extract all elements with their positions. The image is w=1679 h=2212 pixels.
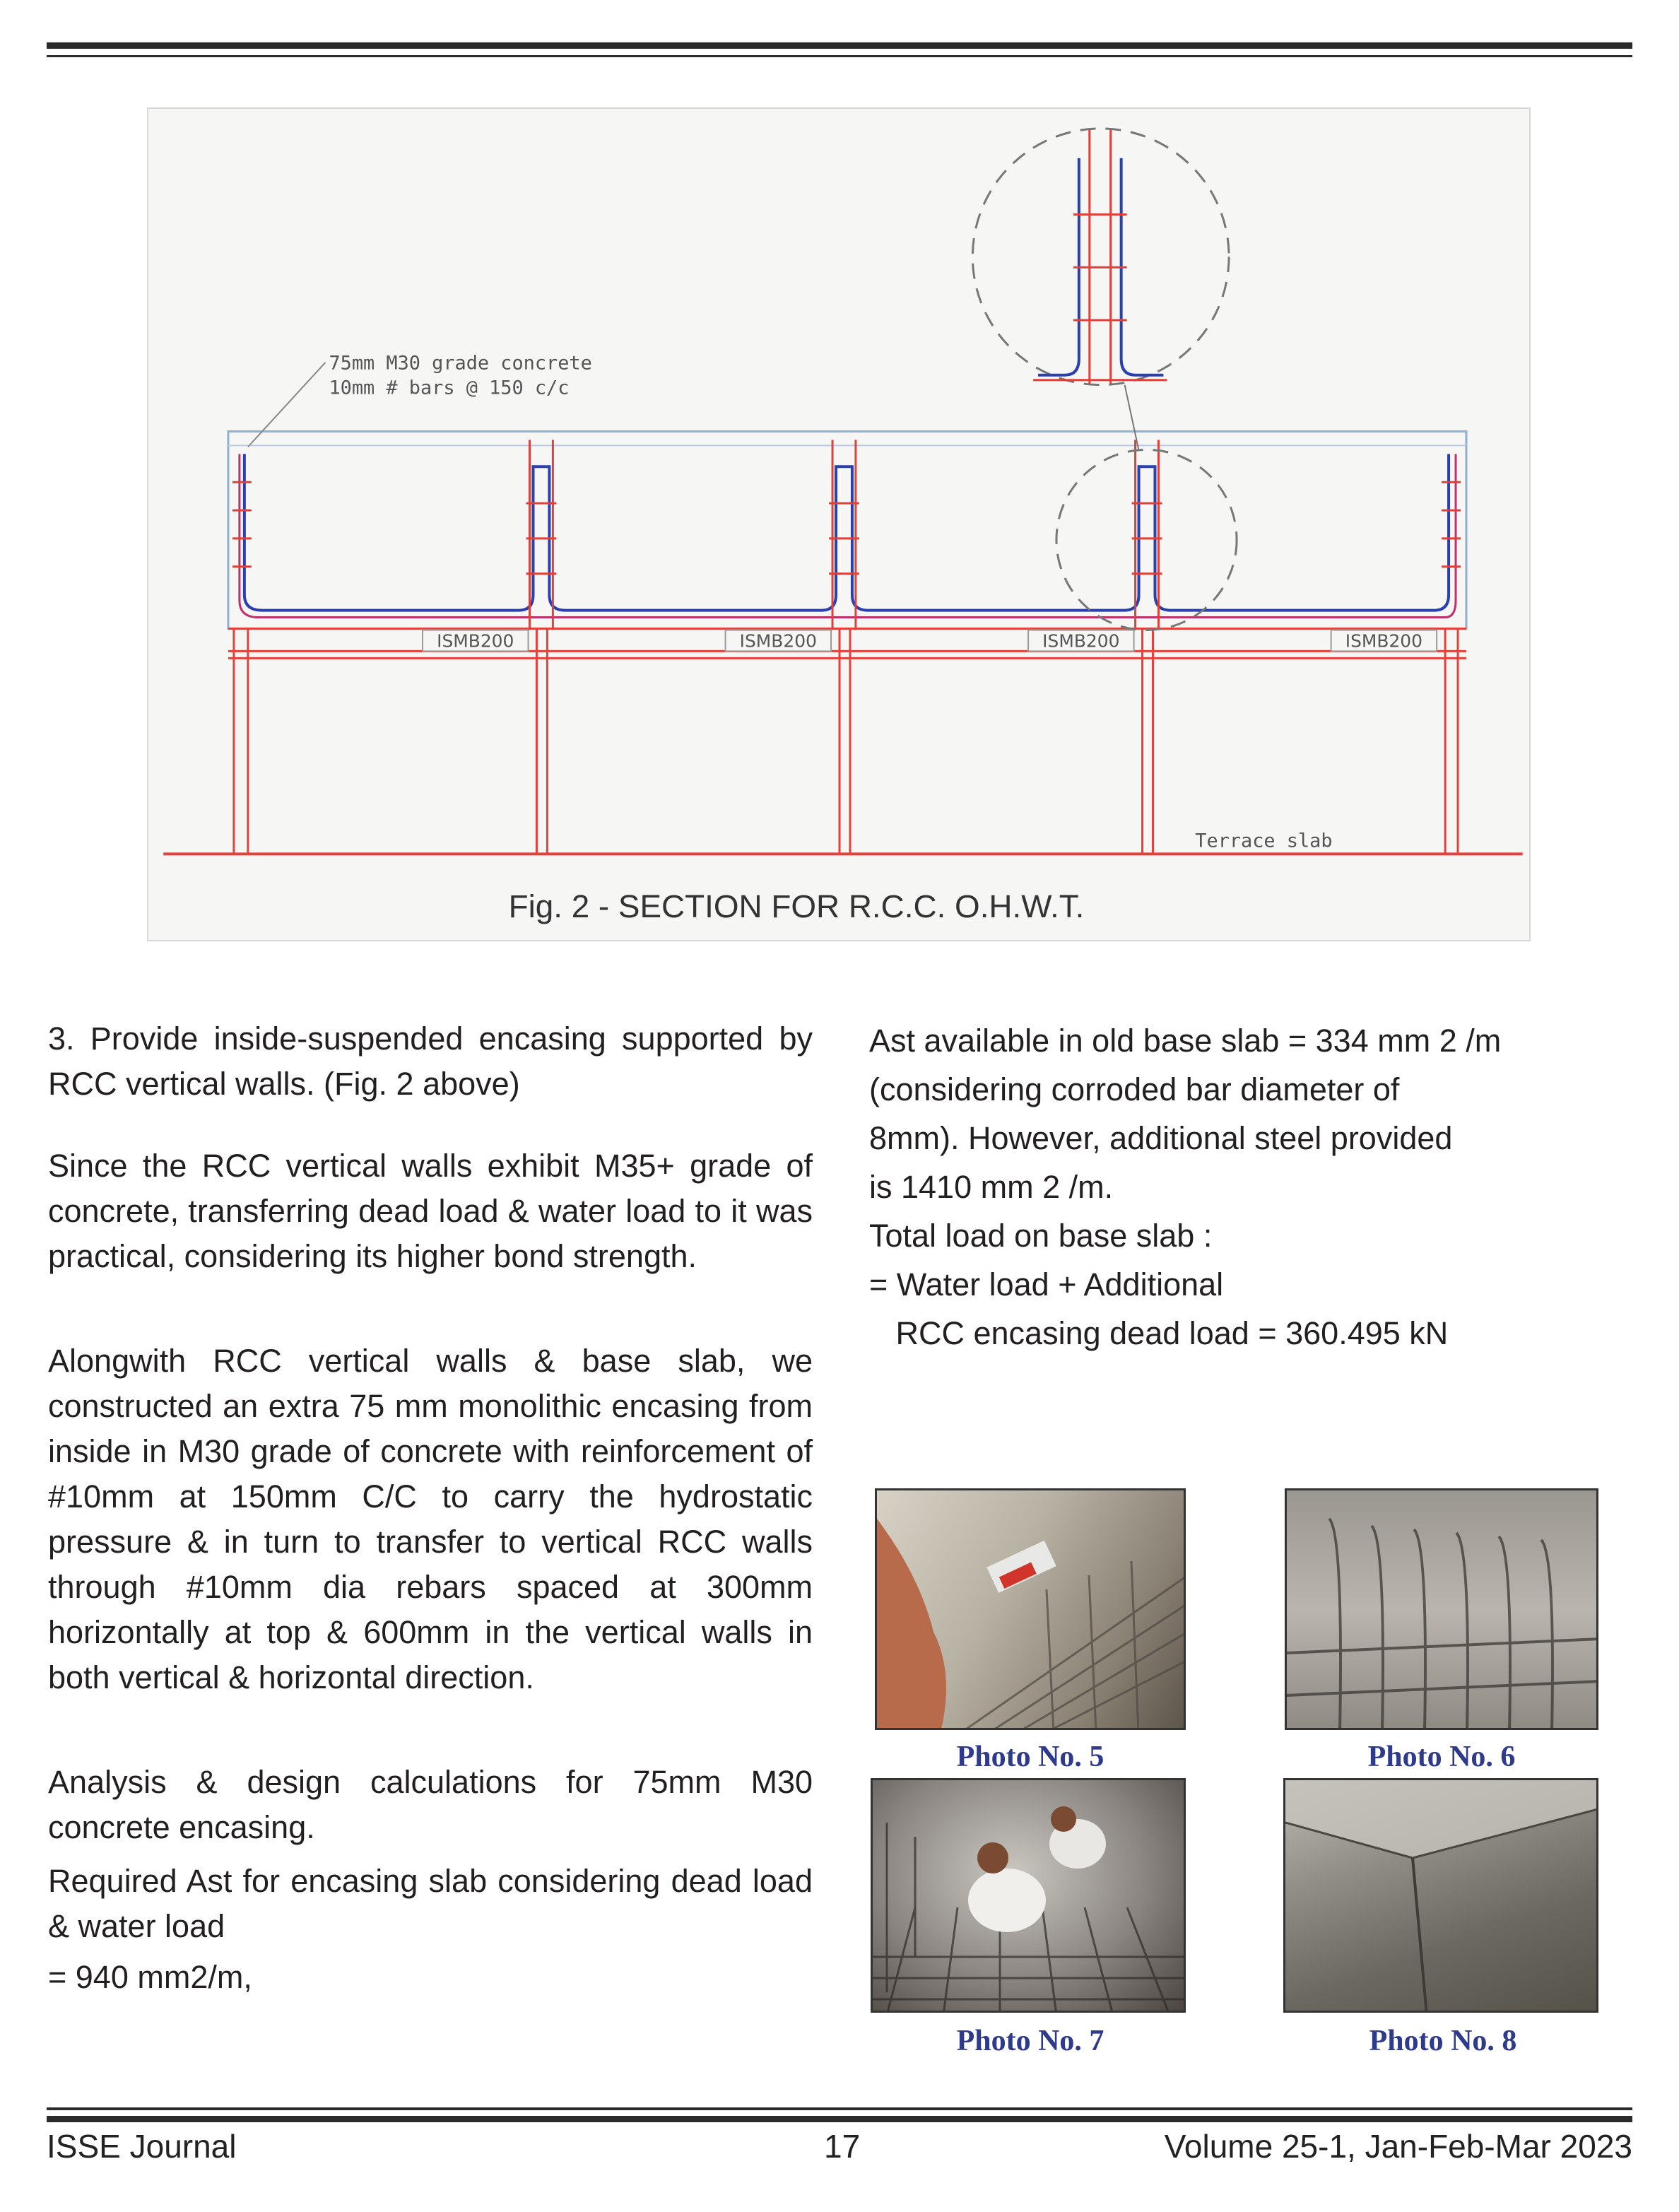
footer-rule-thick — [47, 2116, 1632, 2122]
footer-page-number: 17 — [824, 2128, 861, 2165]
header-rule-thick — [47, 42, 1632, 49]
terrace-label: Terrace slab — [1195, 830, 1333, 852]
right-line-6: = Water load + Additional — [869, 1266, 1224, 1302]
figure-section-rcc-ohwt — [147, 107, 1531, 941]
footer-rule-thin — [47, 2107, 1632, 2110]
beam-label-4: ISMB200 — [1345, 630, 1423, 652]
beam-label-2: ISMB200 — [739, 630, 817, 652]
paragraph-6: = 940 mm2/m, — [48, 1959, 252, 1995]
right-line-7: RCC encasing dead load = 360.495 kN — [869, 1315, 1449, 1351]
photo-7-caption: Photo No. 7 — [956, 2025, 1104, 2057]
photo-7 — [871, 1778, 1186, 2013]
paragraph-1: 3. Provide inside-suspended encasing supported by RCC vertical walls. (Fig. 2 above) — [48, 1020, 813, 1102]
right-line-4: is 1410 mm 2 /m. — [869, 1169, 1114, 1205]
detail-circle-large — [972, 129, 1229, 385]
paragraph-3: Alongwith RCC vertical walls & base slab, we constructed an extra 75 mm monolithic encasing from inside in M30 grade of concrete with reinforcement of #10mm at 150mm C/C to carry the hydrostatic pressure & in turn to transfer to vertical RCC walls through #10mm dia rebars spaced at 300mm horizontally at top & 600mm in the vertical walls in both vertical & horizontal direction. — [48, 1343, 813, 1695]
photo-6-caption: Photo No. 6 — [1367, 1741, 1516, 1773]
figure-caption: Fig. 2 - SECTION FOR R.C.C. O.H.W.T. — [508, 888, 1085, 925]
encasing-profile — [245, 454, 1449, 610]
callout-line-2: 10mm # bars @ 150 c/c — [329, 377, 570, 399]
paragraph-5: Required Ast for encasing slab considering dead load & water load — [48, 1863, 813, 1944]
tank-outline — [228, 431, 1466, 628]
callout-line-1: 75mm M30 grade concrete — [329, 352, 592, 375]
photo-5 — [875, 1488, 1186, 1730]
right-line-1: Ast available in old base slab = 334 mm 2 /m — [869, 1023, 1502, 1059]
footer-journal-name: ISSE Journal — [47, 2128, 237, 2165]
rebar-ticks — [232, 440, 1461, 630]
right-line-5: Total load on base slab : — [869, 1218, 1213, 1254]
paragraph-2: Since the RCC vertical walls exhibit M35+ grade of concrete, transferring dead load & water load to it was practical, considering its higher bond strength. — [48, 1148, 813, 1274]
detail-circle-small — [1056, 449, 1237, 630]
photo-6 — [1285, 1488, 1598, 1730]
photo-8 — [1283, 1778, 1598, 2013]
left-column — [48, 1016, 813, 2000]
photo-5-caption: Photo No. 5 — [956, 1741, 1104, 1773]
paragraph-4: Analysis & design calculations for 75mm M30 concrete encasing. — [48, 1764, 813, 1845]
beam-label-3: ISMB200 — [1042, 630, 1120, 652]
right-line-3: 8mm). However, additional steel provided — [869, 1120, 1453, 1156]
steel-frame — [163, 628, 1522, 854]
photo-8-caption: Photo No. 8 — [1369, 2025, 1517, 2057]
right-column — [869, 1016, 1562, 1358]
section-drawing — [148, 109, 1529, 940]
footer-volume: Volume 25-1, Jan-Feb-Mar 2023 — [1164, 2128, 1632, 2165]
header-rule-thin — [47, 55, 1632, 57]
beam-label-1: ISMB200 — [437, 630, 514, 652]
right-line-2: (considering corroded bar diameter of — [869, 1071, 1400, 1107]
